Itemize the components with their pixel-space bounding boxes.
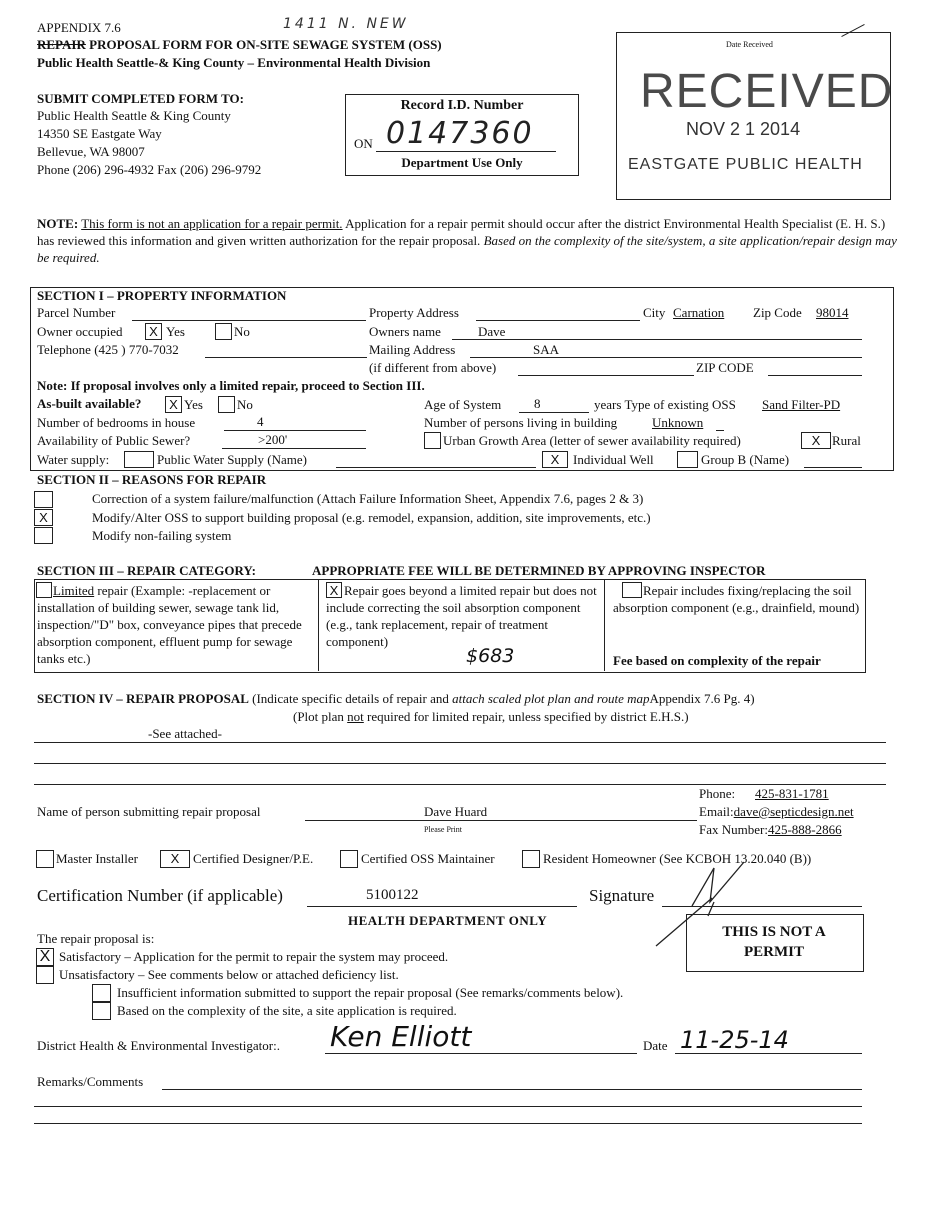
persons-value: Unknown <box>652 415 704 430</box>
submit-label: SUBMIT COMPLETED FORM TO: <box>37 91 244 106</box>
note-italic: Based on the complexity of the site/system, a site application/repair design may be required. <box>37 233 897 265</box>
satisfactory-checkbox[interactable]: X <box>36 948 54 966</box>
reason-failure-label: Correction of a system failure/malfunction (Attach Failure Information Sheet, Appendix 7.6, pages 2 & 3) <box>92 491 644 506</box>
asbuilt-no-checkbox[interactable] <box>218 396 235 413</box>
insufficient-info-label: Insufficient information submitted to support the repair proposal (See remarks/comments below). <box>117 985 624 1000</box>
owner-occupied-label: Owner occupied <box>37 324 123 339</box>
resident-homeowner-label: Resident Homeowner (See KCBOH 13.20.040 (B)) <box>543 851 812 866</box>
section4-title: SECTION IV – REPAIR PROPOSAL <box>37 691 249 706</box>
investigator-label: District Health & Environmental Investigator:. <box>37 1038 280 1053</box>
zip-code-caps-label: ZIP CODE <box>696 360 754 375</box>
investigator-date: 11-25-14 <box>680 1026 789 1054</box>
section4-desc-italic: attach scaled plot plan and route map <box>452 691 650 706</box>
certified-designer-checkbox[interactable]: X <box>160 850 190 868</box>
bedrooms-label: Number of bedrooms in house <box>37 415 196 430</box>
group-b-label: Group B (Name) <box>701 452 790 467</box>
record-id-prefix: ON <box>354 136 373 151</box>
if-different-label: (if different from above) <box>369 360 497 375</box>
received-stamp-text: RECEIVED <box>640 65 894 118</box>
zip-label: Zip Code <box>753 305 802 320</box>
investigator-signature: Ken Elliott <box>330 1020 472 1053</box>
resident-homeowner-checkbox[interactable] <box>522 850 540 868</box>
rural-label: Rural <box>832 433 861 448</box>
asbuilt-yes-checkbox[interactable]: X <box>165 396 182 413</box>
record-id-footer: Department Use Only <box>401 155 523 170</box>
handwritten-note: 1411 N. NEW <box>283 16 409 32</box>
title-rest: PROPOSAL FORM FOR ON-SITE SEWAGE SYSTEM (OSS) <box>85 37 442 52</box>
certified-maintainer-checkbox[interactable] <box>340 850 358 868</box>
section4-desc-b: Appendix 7.6 Pg. 4) <box>649 691 755 706</box>
phone-value: 425-831-1781 <box>755 786 829 801</box>
parcel-label: Parcel Number <box>37 305 116 320</box>
public-water-label: Public Water Supply (Name) <box>157 452 307 467</box>
section3-fee-note: APPROPRIATE FEE WILL BE DETERMINED BY APPROVING INSPECTOR <box>312 563 766 578</box>
record-id-number: 0147360 <box>386 116 534 151</box>
site-complexity-label: Based on the complexity of the site, a site application is required. <box>117 1003 457 1018</box>
oss-type-value: Sand Filter-PD <box>762 397 841 412</box>
master-installer-label: Master Installer <box>56 851 138 866</box>
bedrooms-value: 4 <box>257 414 264 429</box>
section4-plot-note: (Plot plan not required for limited repair, unless specified by district E.H.S.) <box>293 709 689 724</box>
beyond-limited-checkbox[interactable]: X <box>326 582 342 598</box>
owner-no-label: No <box>234 324 250 339</box>
certified-designer-label: Certified Designer/P.E. <box>193 851 314 866</box>
limited-heading: Limited <box>53 583 95 598</box>
owner-occupied-no-checkbox[interactable] <box>215 323 232 340</box>
city-value: Carnation <box>673 305 725 320</box>
soil-absorption-text: Repair includes fixing/replacing the soil absorption component (e.g., drainfield, mound) <box>613 583 860 615</box>
unsatisfactory-label: Unsatisfactory – See comments below or attached deficiency list. <box>59 967 399 982</box>
email-value: dave@septicdesign.net <box>733 804 854 819</box>
note-paragraph <box>37 215 897 266</box>
address-line-4: Phone (206) 296-4932 Fax (206) 296-9792 <box>37 162 262 177</box>
reason-failure-checkbox[interactable] <box>34 491 53 508</box>
individual-well-checkbox[interactable]: X <box>542 451 568 468</box>
submitter-name-value: Dave Huard <box>424 804 488 819</box>
not-permit-text: THIS IS NOT A PERMIT <box>722 924 826 960</box>
form-title <box>37 37 442 53</box>
section4-desc-a: (Indicate specific details of repair and <box>248 691 453 706</box>
note-label: NOTE: <box>37 216 79 231</box>
complexity-fee-note: Fee based on complexity of the repair <box>613 653 821 668</box>
urban-growth-checkbox[interactable] <box>424 432 441 449</box>
zip-value: 98014 <box>816 305 849 320</box>
individual-well-label: Individual Well <box>573 452 654 467</box>
years-type-label: years Type of existing OSS <box>594 397 736 412</box>
owner-occupied-yes-checkbox[interactable]: X <box>145 323 162 340</box>
asbuilt-no-label: No <box>237 397 253 412</box>
form-subtitle: Public Health Seattle-& King County – Environmental Health Division <box>37 55 431 70</box>
age-label: Age of System <box>424 397 502 412</box>
appendix-label: APPENDIX 7.6 <box>37 20 121 35</box>
fax-value: 425-888-2866 <box>767 822 842 837</box>
certification-value: 5100122 <box>366 887 419 903</box>
certified-maintainer-label: Certified OSS Maintainer <box>361 851 495 866</box>
site-complexity-checkbox[interactable] <box>92 1002 111 1020</box>
satisfactory-label: Satisfactory – Application for the permit to repair the system may proceed. <box>59 949 449 964</box>
note-text: Application for a repair permit should occur after the district Environmental Health Specialist (E. H. S.) has reviewed this information and given written authorization for the repair proposal. <box>37 216 886 248</box>
telephone-field: Telephone (425 ) 770-7032 <box>37 342 179 357</box>
date-received-label: Date Received <box>726 40 773 49</box>
mailing-address-value: SAA <box>533 342 560 357</box>
reason-nonfailing-label: Modify non-failing system <box>92 528 232 543</box>
group-b-checkbox[interactable] <box>677 451 698 468</box>
rural-checkbox[interactable]: X <box>801 432 831 449</box>
limited-repair-note: Note: If proposal involves only a limited repair, proceed to Section III. <box>37 378 425 393</box>
section3-title: SECTION III – REPAIR CATEGORY: <box>37 563 256 578</box>
asbuilt-yes-label: Yes <box>184 397 203 412</box>
health-dept-title: HEALTH DEPARTMENT ONLY <box>348 913 548 928</box>
age-value: 8 <box>534 396 541 411</box>
owner-yes-label: Yes <box>166 324 185 339</box>
fax-field: Fax Number:425-888-2866 <box>699 822 842 837</box>
insufficient-info-checkbox[interactable] <box>92 984 111 1002</box>
address-line-1: Public Health Seattle & King County <box>37 108 231 123</box>
mailing-address-label: Mailing Address <box>369 342 456 357</box>
remarks-label: Remarks/Comments <box>37 1074 144 1089</box>
certification-label: Certification Number (if applicable) <box>37 886 283 905</box>
address-line-2: 14350 SE Eastgate Way <box>37 126 162 141</box>
email-field: Email:dave@septicdesign.net <box>699 804 854 819</box>
received-stamp-date: NOV 2 1 2014 <box>686 119 801 139</box>
beyond-limited-text: Repair goes beyond a limited repair but does not include correcting the soil absorption component (e.g., tank replacement, repair of treatment component) <box>326 583 597 649</box>
owners-name-value: Dave <box>478 324 506 339</box>
water-supply-label: Water supply: <box>37 452 110 467</box>
owners-name-label: Owners name <box>369 324 441 339</box>
section2-title: SECTION II – REASONS FOR REPAIR <box>37 472 267 487</box>
received-stamp-office: EASTGATE PUBLIC HEALTH <box>628 156 863 173</box>
sewer-label: Availability of Public Sewer? <box>37 433 191 448</box>
urban-growth-label: Urban Growth Area (letter of sewer availability required) <box>443 433 741 448</box>
asbuilt-label: As-built available? <box>37 396 142 411</box>
sewer-value: >200' <box>258 432 288 447</box>
note-underlined: This form is not an application for a repair permit. <box>81 216 343 231</box>
reason-nonfailing-checkbox[interactable] <box>34 527 53 544</box>
limited-description: repair (Example: -replacement or installation of building sewer, sewage tank lid, inspection/"D" box, conveyance pipes that precede absorption component, effluent pump for sewage tanks etc.) <box>37 583 302 666</box>
master-installer-checkbox[interactable] <box>36 850 54 868</box>
date-label: Date <box>643 1038 668 1053</box>
property-address-label: Property Address <box>369 305 459 320</box>
please-print-label: Please Print <box>424 825 462 834</box>
see-attached-text: -See attached- <box>148 726 222 741</box>
submitter-name-label: Name of person submitting repair proposal <box>37 804 261 819</box>
reason-modify-label: Modify/Alter OSS to support building proposal (e.g. remodel, expansion, addition, site improvements, etc.) <box>92 510 651 525</box>
section1-title: SECTION I – PROPERTY INFORMATION <box>37 288 287 303</box>
unsatisfactory-checkbox[interactable] <box>36 966 54 984</box>
limited-repair-text <box>37 582 315 667</box>
phone-label: Phone: <box>699 786 736 801</box>
proposal-is-label: The repair proposal is: <box>37 931 155 946</box>
record-id-title: Record I.D. Number <box>400 98 524 113</box>
address-line-3: Bellevue, WA 98007 <box>37 144 145 159</box>
persons-label: Number of persons living in building <box>424 415 618 430</box>
section4-header <box>37 691 755 707</box>
city-label: City <box>643 305 666 320</box>
title-struck-word: REPAIR <box>37 37 86 52</box>
reason-modify-checkbox[interactable]: X <box>34 509 53 526</box>
fee-amount: $683 <box>466 645 515 667</box>
signature-label: Signature <box>589 886 655 905</box>
public-water-checkbox[interactable] <box>124 451 154 468</box>
